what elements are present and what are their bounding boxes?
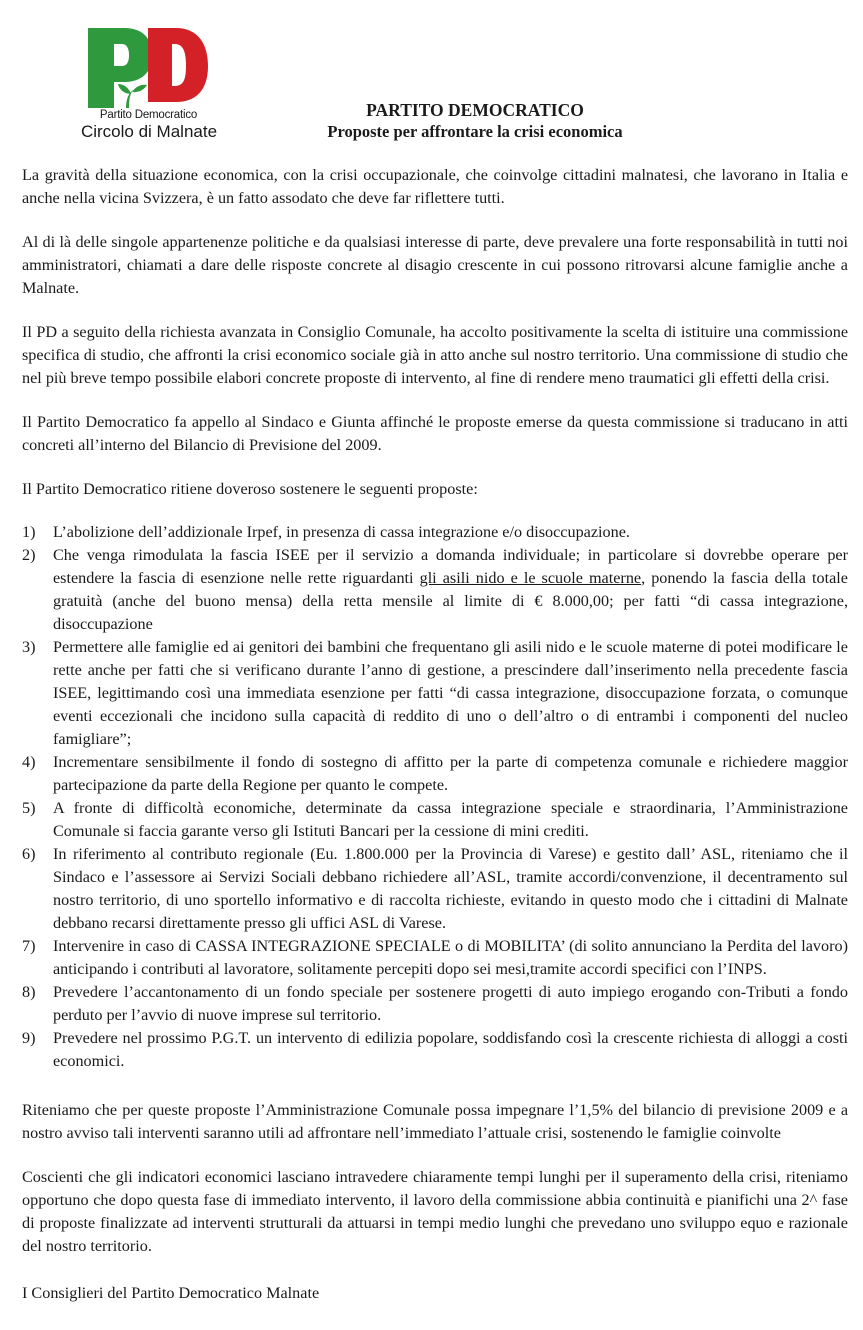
proposal-text-pre: Che venga rimodulata la fascia ISEE per il servizio a domanda individuale; in particolare si dovrebbe operare per estendere la fascia di esenzione nelle rette riguardanti	[53, 546, 848, 587]
proposal-item-4	[22, 751, 848, 797]
paragraph-intro-2: Al di là delle singole appartenenze politiche e da qualsiasi interesse di parte, deve prevalere una forte responsabilità in tutti noi amministratori, chiamati a dare delle risposte concrete al disagio crescente in cui possono ritrovarsi alcune famiglie anche a Malnate.	[22, 233, 848, 297]
proposal-item-7	[22, 935, 848, 981]
paragraph-intro-4: Il Partito Democratico fa appello al Sindaco e Giunta affinché le proposte emerse da questa commissione si traducano in atti concreti all’interno del Bilancio di Previsione del 2009.	[22, 413, 848, 454]
proposal-number: 9)	[22, 1029, 36, 1047]
proposal-number: 5)	[22, 799, 36, 817]
proposal-text: Incrementare sensibilmente il fondo di sostegno di affitto per la parte di competenza comunale e richiedere maggior partecipazione da parte della Regione per quanto le compete.	[53, 753, 848, 794]
pd-logo-mark	[86, 26, 211, 110]
signature: I Consiglieri del Partito Democratico Malnate	[22, 1284, 320, 1302]
proposal-text: Prevedere nel prossimo P.G.T. un intervento di edilizia popolare, soddisfando così la crescente richiesta di alloggi a costi economici.	[53, 1029, 848, 1070]
proposal-number: 3)	[22, 638, 36, 656]
proposal-number: 2)	[22, 546, 36, 564]
proposal-text: Intervenire in caso di CASSA INTEGRAZIONE SPECIALE o di MOBILITA’ (di solito annunciano la Perdita del lavoro) anticipando i contributi al lavoratore, solitamente percepiti dopo sei mesi,tramite accordi specifici con l’INPS.	[53, 937, 848, 978]
proposal-text-post: , ponendo la fascia della totale gratuità (anche del buono mensa) della retta mensile al limite di € 8.000,00; per fatti “di cassa integrazione, disoccupazione	[53, 569, 848, 633]
paragraph-closing-1: Riteniamo che per queste proposte l’Amministrazione Comunale possa impegnare l’1,5% del bilancio di previsione 2009 e a nostro avviso tali interventi saranno utili ad affrontare nell’immediato l’attuale crisi, sostenendo le famiglie coinvolte	[22, 1101, 848, 1142]
document-body	[22, 164, 848, 1305]
proposal-item-5	[22, 797, 848, 843]
proposal-item-8	[22, 981, 848, 1027]
logo-party-line: Partito Democratico	[99, 109, 198, 121]
proposal-number: 7)	[22, 937, 36, 955]
paragraph-intro-3: Il PD a seguito della richiesta avanzata in Consiglio Comunale, ha accolto positivamente la scelta di istituire una commissione specifica di studio, che affronti la crisi economico sociale già in atto anche sul nostro territorio. Una commissione di studio che nel più breve tempo possibile elabori concrete proposte di intervento, al fine di rendere meno traumatici gli effetti della crisi.	[22, 323, 848, 387]
proposal-text: A fronte di difficoltà economiche, determinate da cassa integrazione speciale e straordinaria, l’Amministrazione Comunale si faccia garante verso gli Istituti Bancari per la cessione di mini crediti.	[53, 799, 848, 840]
logo-circle-line: Circolo di Malnate	[80, 122, 218, 141]
proposal-text: L’abolizione dell’addizionale Irpef, in presenza di cassa integrazione e/o disoccupazione.	[53, 523, 630, 541]
proposal-number: 8)	[22, 983, 36, 1001]
document-title: PARTITO DEMOCRATICO	[366, 100, 584, 120]
proposal-item-9	[22, 1027, 848, 1073]
proposal-text-underlined: gli asili nido e le scuole materne	[419, 569, 642, 587]
proposal-text: Permettere alle famiglie ed ai genitori dei bambini che frequentano gli asili nido e le scuole materne di potei modificare le rette anche per fatti che si verificano durante l’anno di gestione, a prescindere dall’inserimento nella precedente fascia ISEE, legittimando così una immediata esenzione per fatti “di cassa integrazione, disoccupazione forzata, o comunque eventi eccezionali che incidono sulla capacità di reddito di uno o dell’altro o di entrambi i componenti del nucleo famigliare”;	[53, 638, 848, 748]
proposal-item-1	[22, 521, 848, 544]
logo-sprout-icon	[118, 84, 147, 108]
paragraph-closing-2: Coscienti che gli indicatori economici lasciano intravedere chiaramente tempi lunghi per il superamento della crisi, riteniamo opportuno che dopo questa fase di immediato intervento, il lavoro della commissione abbia continuità e pianifichi una 2^ fase di proposte finalizzate ad interventi strutturali da attuarsi in tempi medio lunghi che prevedano uno sviluppo equo e razionale del nostro territorio.	[22, 1168, 848, 1255]
proposal-item-6	[22, 843, 848, 935]
document-subtitle: Proposte per affrontare la crisi economica	[327, 122, 623, 141]
proposal-number: 4)	[22, 753, 36, 771]
paragraph-intro-5: Il Partito Democratico ritiene doveroso sostenere le seguenti proposte:	[22, 480, 478, 498]
proposal-text: Prevedere l’accantonamento di un fondo speciale per sostenere progetti di auto impiego erogando con-Tributi a fondo perduto per l’avvio di nuove imprese sul territorio.	[53, 983, 848, 1024]
proposals-list	[22, 521, 848, 1073]
paragraph-intro-1: La gravità della situazione economica, con la crisi occupazionale, che coinvolge cittadini malnatesi, che lavorano in Italia e anche nella vicina Svizzera, è un fatto assodato che deve far riflettere tutti.	[22, 166, 848, 207]
proposal-number: 6)	[22, 845, 36, 863]
document-header	[240, 100, 710, 142]
logo-letter-d	[148, 28, 208, 102]
proposal-item-3	[22, 636, 848, 751]
proposal-number: 1)	[22, 523, 36, 541]
pd-logo	[80, 26, 218, 144]
proposal-item-2	[22, 544, 848, 636]
logo-letter-p	[88, 28, 152, 108]
proposal-text: In riferimento al contributo regionale (Eu. 1.800.000 per la Provincia di Varese) e gestito dall’ ASL, riteniamo che il Sindaco e l’assessore ai Servizi Sociali debbano richiedere all’ASL, tramite accordi/convenzione, il decentramento sul nostro territorio, di uno sportello informativo e di raccolta richieste, evitando in questo modo che i cittadini di Malnate debbano recarsi direttamente presso gli uffici ASL di Varese.	[53, 845, 848, 932]
